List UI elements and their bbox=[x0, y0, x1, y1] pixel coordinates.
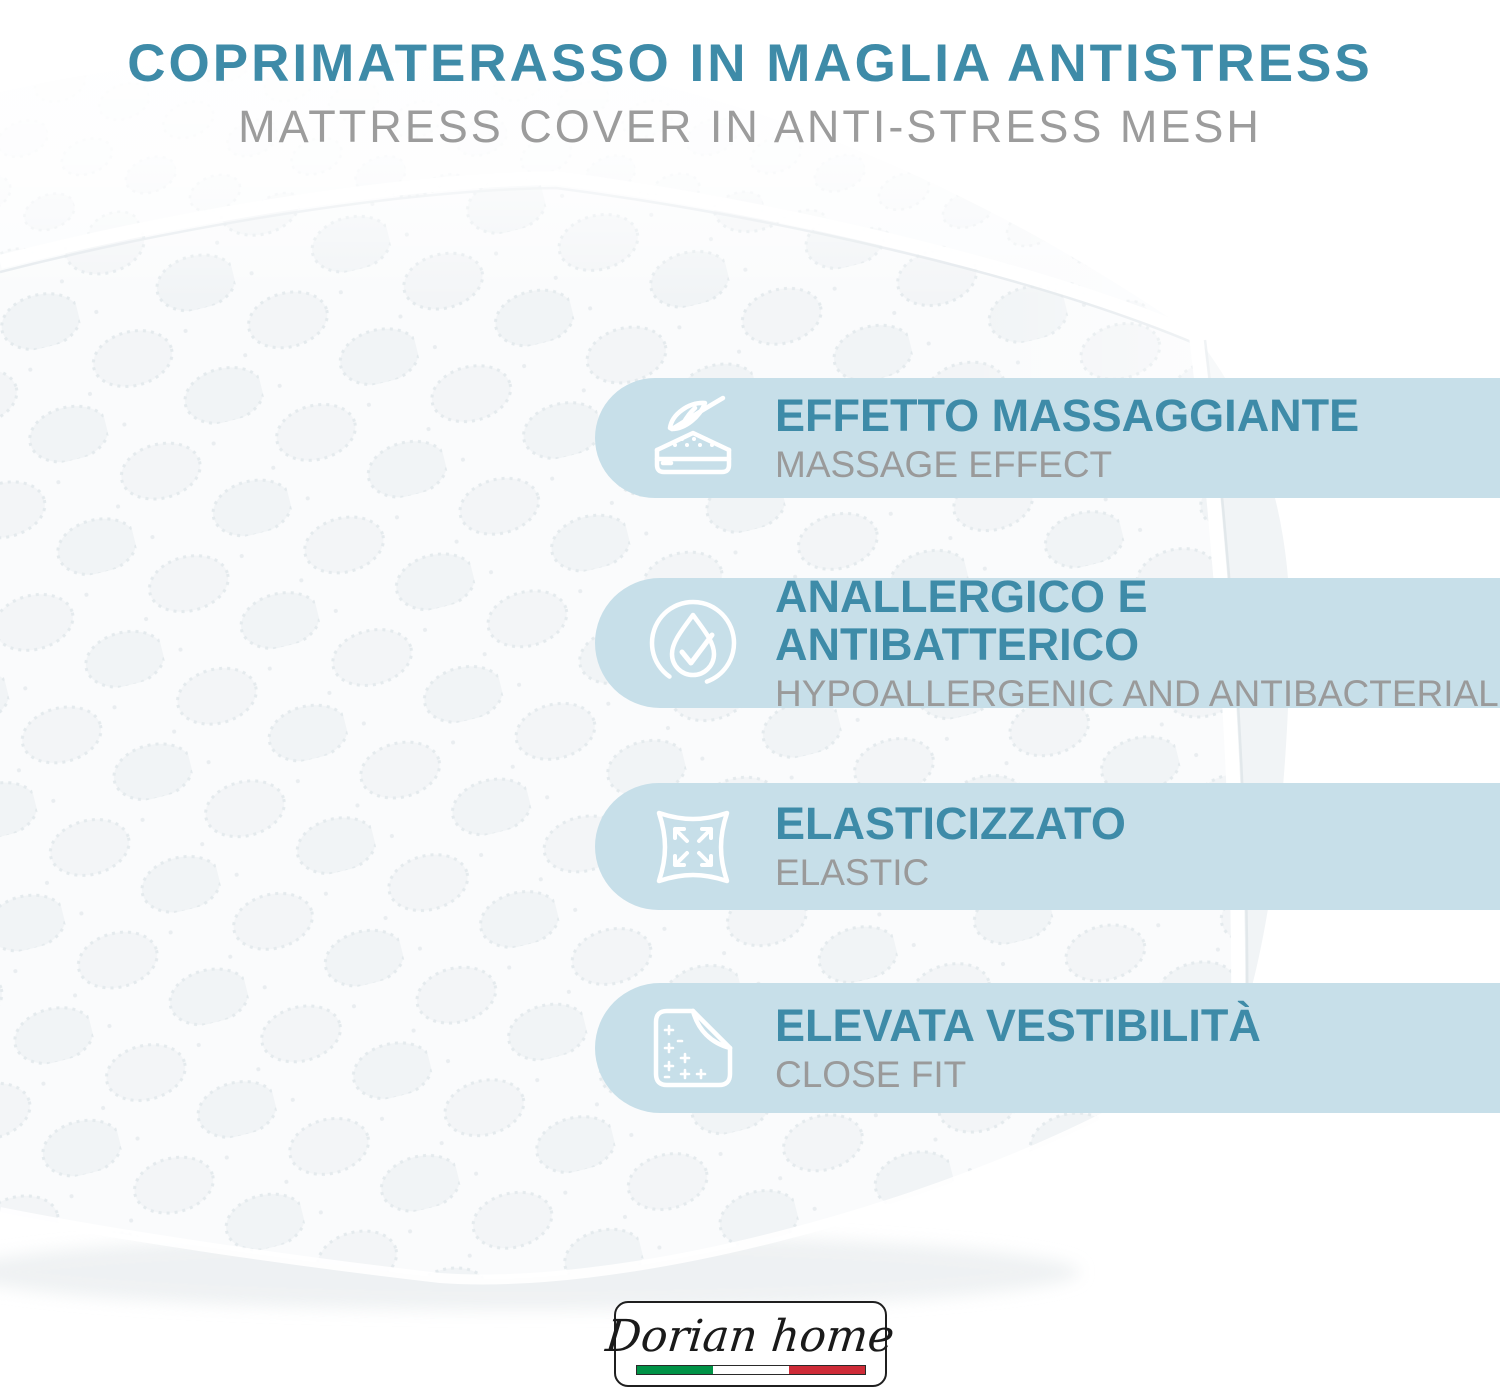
feature-subtitle: HYPOALLERGENIC AND ANTIBACTERIAL bbox=[775, 672, 1499, 714]
drop-check-icon bbox=[643, 593, 743, 693]
page-subtitle: MATTRESS COVER IN ANTI-STRESS MESH bbox=[238, 101, 1262, 152]
flag-red-stripe bbox=[789, 1366, 865, 1374]
feature-subtitle: CLOSE FIT bbox=[775, 1053, 967, 1095]
feature-banner-hypoallergenic bbox=[595, 570, 1500, 714]
flag-green-stripe bbox=[637, 1366, 713, 1374]
feature-title: ELEVATA VESTIBILITÀ bbox=[775, 999, 1261, 1051]
fitted-sheet-icon bbox=[643, 998, 743, 1098]
feature-title: ELASTICIZZATO bbox=[775, 798, 1126, 849]
brand-name: Dorian home bbox=[603, 1310, 898, 1362]
feature-subtitle: ELASTIC bbox=[775, 852, 930, 893]
page-title: COPRIMATERASSO IN MAGLIA ANTISTRESS bbox=[127, 34, 1373, 93]
feature-subtitle: MASSAGE EFFECT bbox=[775, 443, 1113, 485]
flag-white-stripe bbox=[713, 1366, 789, 1374]
feature-banner-close-fit bbox=[595, 983, 1500, 1113]
feature-banner-elastic bbox=[595, 783, 1500, 910]
feature-title: ANALLERGICO E ANTIBATTERICO bbox=[775, 570, 1148, 670]
mattress-feather-icon bbox=[643, 388, 743, 488]
feature-banner-massage bbox=[595, 378, 1500, 498]
stretch-arrows-icon bbox=[643, 797, 743, 897]
header bbox=[0, 34, 1500, 152]
brand-logo bbox=[603, 1301, 898, 1387]
feature-title: EFFETTO MASSAGGIANTE bbox=[775, 389, 1360, 441]
italian-flag-icon bbox=[636, 1365, 866, 1375]
